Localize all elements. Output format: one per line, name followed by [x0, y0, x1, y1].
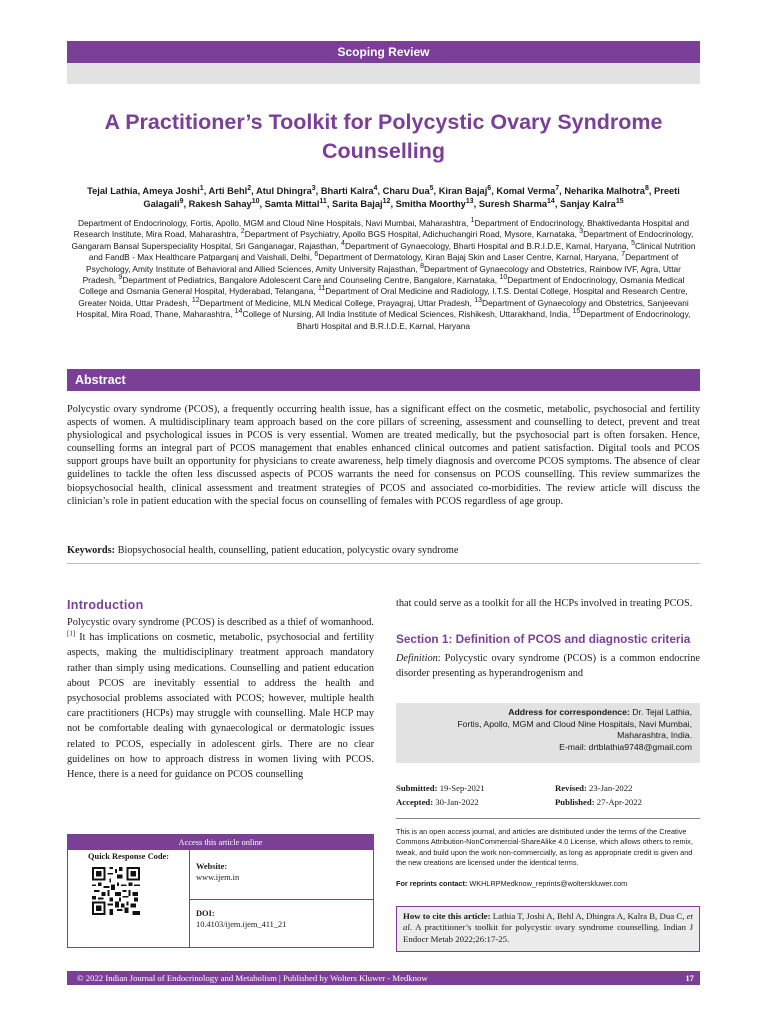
article-type-label: Scoping Review — [337, 45, 430, 59]
abstract-text: Polycystic ovary syndrome (PCOS), a frequently occurring health issue, has a significant effect on the cosmetic, metabolic, psychosocial and fertility aspects of women. A multidisciplinary team approach based on the core pillars of screening, assessment and counselling to detect, prevent and treat physiological and psychological issues in PCOS is very essential. Women are treated medically, but the psychosocial part is often forsaken. Hence, counselling forms an integral part of PCOS management that enables enhanced clinical outcomes and patient satisfaction. Digital tools and PCOS support groups have built an opportunity for physicians to create awareness, help timely diagnosis and overcome PCOS symptoms. The absence of clear guidelines to tackle the often less discussed aspects of PCOS warrants the need for consensus on PCOS counselling. This review summarizes the biopsychosocial health, clinical assessment and treatment strategies of PCOS and associated co-morbidities. The review article will discuss the clinician’s role in patient education with the special focus on counselling of females with PCOS regardless of age group. — [67, 404, 700, 507]
citation-label: How to cite this article: — [403, 911, 491, 921]
correspondence-box — [396, 703, 700, 763]
abstract-heading — [67, 369, 700, 391]
access-heading: Access this article online — [68, 835, 373, 850]
keywords-value: Biopsychosocial health, counselling, patient education, polycystic ovary syndrome — [117, 545, 459, 556]
website-label: Website: — [196, 862, 228, 871]
article-type-banner — [67, 41, 700, 63]
footer-copyright: © 2022 Indian Journal of Endocrinology and Metabolism | Published by Wolters Kluwer - Medknow — [77, 973, 428, 983]
header-gray-band — [67, 63, 700, 84]
website-link[interactable]: www.ijem.in — [196, 873, 240, 882]
section1-heading: Section 1: Definition of PCOS and diagnostic criteria — [396, 632, 691, 646]
dates-divider — [396, 818, 700, 819]
correspondence-label: Address for correspondence: — [508, 707, 630, 717]
qr-label: Quick Response Code: — [88, 852, 169, 861]
correspondence-email[interactable]: E-mail: drtblathia9748@gmail.com — [559, 741, 692, 752]
doi-label: DOI: — [196, 909, 215, 918]
author-list: Tejal Lathia, Ameya Joshi$^1$, Arti Behl$^2$, Atul Dhingra$^3$, Bharti Kalra$^4$, Charu Dua$^5$, Kiran Bajaj$^6$, Komal Verma$^7$, Neharika Malhotra$^8$, Preeti Galagali$^9$, Rakesh Sahay$^{10}$, Samta Mittal$^{11}$, Sarita Bajaj$^{12}$, Smitha Moorthy$^{13}$, Suresh Sharma$^{14}$, Sanjay Kalra$^{15}$ — [87, 184, 680, 209]
reprints-contact: For reprints contact: WKHLRPMedknow_reprints@wolterskluwer.com — [396, 879, 628, 888]
affiliations: Department of Endocrinology, Fortis, Apollo, MGM and Cloud Nine Hospitals, Navi Mumbai, Maharashtra, $^1$Department of Endocrinology, Bhaktivedanta Hospital and Research Institute, Mira Road, Maharashtra, $^2$Department of Psychiatry, Apollo BGS Hospital, Adichuchangiri Road, Mysore, Karnataka, $^3$Department of Endocrinology, Gangaram Bansal Superspeciality Hospital, Sri Ganganagar, Rajasthan, $^4$Department of Gynaecology, Bharti Hospital and B.R.I.D.E, Karnal, Haryana, $^5$Clinical Nutrition and FandB - Max Healthcare Patparganj and Vaishali, Delhi, $^6$Department of Dermatology, Kiran Bajaj Skin and Laser Centre, Karnal, Haryana, $^7$Department of Psychology, Amity Institute of Behavioral and Allied Sciences, Amity University Rajasthan, $^8$Department of Gynaecology and Obstetrics, Rainbow IVF, Agra, Uttar Pradesh, $^9$Department of Pediatrics, Bangalore Adolescent Care and Counseling Centre, Bangalore, Karnataka, $^{10}$Department of Endocrinology, Osmania Medical College and Osmania General Hospital, Hyderabad, Telangana, $^{11}$Department of Oral Medicine and Radiology, I.T.S. Dental College, Hospital and Research Centre, Greater Noida, Uttar Pradesh, $^{12}$Department of Medicine, MLN Medical College, Prayagraj, Uttar Pradesh, $^{13}$Department of Gynaecology and Obstetrics, Sanjeevani Hospital, Mira Road, Thane, Maharashtra, $^{14}$College of Nursing, All India Institute of Medical Sciences, Rishikesh, Uttarakhand, India, $^{15}$Department of Endocrinology, Bharti Hospital and B.R.I.D.E, Karnal, Haryana — [71, 217, 696, 331]
footer-bar — [67, 971, 700, 985]
article-title: A Practitioner’s Toolkit for Polycystic Ovary Syndrome Counselling — [104, 110, 663, 163]
abstract-heading-label: Abstract — [75, 373, 126, 387]
citation-text: Lathia T, Joshi A, Behl A, Dhingra A, Kalra B, Dua C, et al. A practitioner’s toolkit for polycystic ovary syndrome counselling. Indian J Endocr Metab 2022;26:17-25. — [403, 911, 693, 944]
introduction-continuation: that could serve as a toolkit for all the HCPs involved in treating PCOS. — [396, 598, 693, 609]
correspondence-name: Dr. Tejal Lathia, — [632, 707, 692, 717]
correspondence-address: Fortis, Apollo, MGM and Cloud Nine Hospitals, Navi Mumbai, Maharashtra, India. — [457, 718, 692, 741]
keywords-divider — [67, 563, 700, 564]
submitted-date: Submitted: 19-Sep-2021 — [396, 783, 485, 793]
keywords — [67, 544, 700, 557]
citation-box — [396, 906, 700, 952]
accepted-date: Accepted: 30-Jan-2022 — [396, 797, 479, 807]
introduction-heading: Introduction — [67, 598, 144, 612]
reprints-email[interactable]: WKHLRPMedknow_reprints@wolterskluwer.com — [469, 879, 628, 888]
qr-code-icon[interactable] — [92, 867, 140, 915]
license-notice: This is an open access journal, and articles are distributed under the terms of the Creative Commons Attribution-NonCommercial-ShareAlike 4.0 License, which allows others to remix, tweak, and build upon the work non-commercially, as long as appropriate credit is given and the new creations are licensed under the identical terms. — [396, 827, 693, 867]
doi-link[interactable]: 10.4103/ijem.ijem_411_21 — [196, 920, 287, 929]
section1-text: Definition: Polycystic ovary syndrome (PCOS) is a common endocrine disorder presenting as hyperandrogenism and — [396, 653, 700, 680]
published-date: Published: 27-Apr-2022 — [555, 797, 642, 807]
revised-date: Revised: 23-Jan-2022 — [555, 783, 633, 793]
page-number: 17 — [685, 973, 694, 983]
access-article-box — [67, 834, 374, 948]
introduction-text: Polycystic ovary syndrome (PCOS) is described as a thief of womanhood.[1] It has implications on cosmetic, metabolic, psychosocial and fertility aspects, making the multidisciplinary treatment approach mandatory rather than simply using medications. Counselling and patient education about PCOS are inevitably essential to address the health and psychosocial problems associated with PCOS; however, multiple health care practitioners (HCPs) may struggle with counselling. Male HCP may not be comfortable dealing with gynaecological or dermatologic issues related to PCOS, especially in adolescent girls. There are no clear guidelines on how to approach distress in women living with PCOS. Hence, there is a need for guidance on PCOS counselling — [67, 617, 374, 781]
qr-column — [68, 850, 190, 947]
keywords-label: Keywords: — [67, 545, 116, 556]
access-divider — [189, 899, 373, 900]
